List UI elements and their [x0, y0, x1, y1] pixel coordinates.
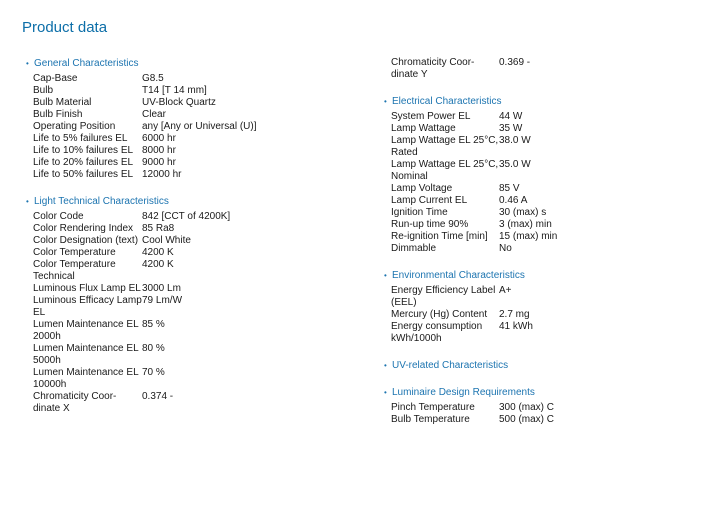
page-title: Product data — [22, 19, 108, 36]
left-column — [26, 57, 356, 429]
spec-row — [26, 247, 356, 259]
spec-label: System Power EL — [391, 111, 471, 122]
spec-value: Cool White — [142, 235, 191, 246]
spec-row — [384, 159, 714, 183]
spec-label: Luminous Efficacy Lamp EL — [33, 295, 142, 318]
section-title: Light Technical Characteristics — [34, 196, 169, 207]
section-heading — [384, 386, 714, 399]
spec-label: Mercury (Hg) Content — [391, 309, 488, 320]
section-title: Environmental Characteristics — [392, 270, 525, 281]
spec-value: 2.7 mg — [499, 309, 530, 320]
section-heading — [26, 195, 356, 208]
spec-row — [384, 111, 714, 123]
spec-value: 15 (max) min — [499, 231, 558, 242]
spec-label: Chromaticity Coor-dinate Y — [391, 57, 475, 80]
spec-row — [384, 243, 714, 255]
spec-value: 41 kWh — [499, 321, 533, 332]
spec-value: 35 W — [499, 123, 523, 134]
spec-row — [384, 195, 714, 207]
spec-label: Life to 20% failures EL — [33, 157, 134, 168]
spec-value: 80 % — [142, 343, 165, 354]
section-light-technical-characteristics — [26, 195, 356, 415]
spec-label: Lamp Wattage EL 25°C, Nominal — [391, 159, 499, 182]
section-continued — [384, 57, 714, 81]
spec-label: Lamp Wattage — [391, 123, 456, 134]
spec-row — [384, 414, 714, 426]
spec-label: Energy Efficiency Label (EEL) — [391, 285, 496, 308]
spec-label: Ignition Time — [391, 207, 448, 218]
spec-label: Bulb — [33, 85, 54, 96]
spec-row — [26, 121, 356, 133]
spec-value: A+ — [499, 285, 512, 296]
spec-value: 4200 K — [142, 247, 174, 258]
section-electrical-characteristics — [384, 95, 714, 255]
section-heading — [384, 359, 714, 372]
spec-label: Color Designation (text) — [33, 235, 139, 246]
section-general-characteristics — [26, 57, 356, 181]
section-environmental-characteristics — [384, 269, 714, 345]
spec-row — [384, 57, 714, 81]
spec-value: 70 % — [142, 367, 165, 378]
section-luminaire-design-requirements — [384, 386, 714, 426]
spec-label: Run-up time 90% — [391, 219, 469, 230]
spec-value: 79 Lm/W — [142, 295, 183, 306]
spec-row — [26, 109, 356, 121]
section-title: Electrical Characteristics — [392, 96, 502, 107]
spec-row — [384, 231, 714, 243]
spec-label: Pinch Temperature — [391, 402, 475, 413]
section-title: Luminaire Design Requirements — [392, 387, 535, 398]
spec-row — [384, 285, 714, 309]
section-title: UV-related Characteristics — [392, 360, 509, 371]
spec-value: 35.0 W — [499, 159, 531, 170]
spec-label: Lamp Voltage — [391, 183, 453, 194]
spec-label: Lumen Maintenance EL 5000h — [33, 343, 139, 366]
spec-label: Color Rendering Index — [33, 223, 134, 234]
spec-row — [26, 235, 356, 247]
spec-row — [384, 309, 714, 321]
spec-label: Life to 50% failures EL — [33, 169, 134, 180]
spec-value: 842 [CCT of 4200K] — [142, 211, 231, 222]
spec-value: 85 V — [499, 183, 520, 194]
bullet-icon: • — [384, 388, 387, 397]
spec-row — [384, 183, 714, 195]
bullet-icon: • — [26, 59, 29, 68]
spec-row — [26, 85, 356, 97]
section-heading — [26, 57, 356, 70]
bullet-icon: • — [26, 197, 29, 206]
spec-label: Luminous Flux Lamp EL — [33, 283, 141, 294]
spec-row — [26, 295, 356, 319]
spec-value: 0.369 - — [499, 57, 531, 68]
spec-row — [26, 211, 356, 223]
spec-label: Lamp Current EL — [391, 195, 468, 206]
spec-row — [26, 97, 356, 109]
spec-value: 0.46 A — [499, 195, 528, 206]
spec-value: any [Any or Universal (U)] — [142, 121, 257, 132]
spec-value: 3 (max) min — [499, 219, 552, 230]
spec-row — [384, 402, 714, 414]
spec-row — [26, 157, 356, 169]
spec-label: Re-ignition Time [min] — [391, 231, 488, 242]
spec-value: 44 W — [499, 111, 523, 122]
section-title: General Characteristics — [34, 58, 139, 69]
spec-value: 300 (max) C — [499, 402, 555, 413]
spec-label: Life to 5% failures EL — [33, 133, 128, 144]
spec-value: 4200 K — [142, 259, 174, 270]
spec-row — [26, 73, 356, 85]
spec-label: Color Code — [33, 211, 84, 222]
spec-row — [384, 135, 714, 159]
spec-value: 6000 hr — [142, 133, 176, 144]
section-uv-related-characteristics — [384, 359, 714, 372]
spec-label: Color Temperature Technical — [33, 259, 116, 282]
spec-row — [26, 367, 356, 391]
spec-label: Lumen Maintenance EL 10000h — [33, 367, 139, 390]
spec-row — [384, 219, 714, 231]
spec-row — [384, 123, 714, 135]
spec-label: Bulb Temperature — [391, 414, 470, 425]
spec-value: 8000 hr — [142, 145, 176, 156]
spec-label: Life to 10% failures EL — [33, 145, 134, 156]
spec-value: T14 [T 14 mm] — [142, 85, 207, 96]
spec-value: 12000 hr — [142, 169, 182, 180]
spec-row — [26, 133, 356, 145]
bullet-icon: • — [384, 97, 387, 106]
spec-row — [26, 169, 356, 181]
spec-value: 85 % — [142, 319, 165, 330]
spec-value: 38.0 W — [499, 135, 531, 146]
spec-label: Dimmable — [391, 243, 437, 254]
spec-label: Bulb Finish — [33, 109, 83, 120]
spec-row — [26, 319, 356, 343]
spec-label: Chromaticity Coor-dinate X — [33, 391, 117, 414]
spec-row — [384, 321, 714, 345]
section-heading — [384, 95, 714, 108]
spec-value: Clear — [142, 109, 166, 120]
spec-row — [384, 207, 714, 219]
spec-value: 85 Ra8 — [142, 223, 175, 234]
spec-value: 0.374 - — [142, 391, 174, 402]
spec-row — [26, 283, 356, 295]
spec-label: Color Temperature — [33, 247, 116, 258]
spec-row — [26, 223, 356, 235]
spec-value: 30 (max) s — [499, 207, 547, 218]
spec-label: Operating Position — [33, 121, 116, 132]
spec-label: Cap-Base — [33, 73, 78, 84]
right-column — [384, 57, 714, 440]
section-heading — [384, 269, 714, 282]
spec-label: Bulb Material — [33, 97, 92, 108]
spec-row — [26, 145, 356, 157]
spec-label: Lumen Maintenance EL 2000h — [33, 319, 139, 342]
spec-value: 3000 Lm — [142, 283, 181, 294]
spec-value: 500 (max) C — [499, 414, 555, 425]
spec-row — [26, 391, 356, 415]
spec-value: UV-Block Quartz — [142, 97, 216, 108]
spec-value: No — [499, 243, 512, 254]
spec-label: Energy consumption kWh/1000h — [391, 321, 483, 344]
spec-row — [26, 259, 356, 283]
bullet-icon: • — [384, 361, 387, 370]
bullet-icon: • — [384, 271, 387, 280]
spec-value: 9000 hr — [142, 157, 176, 168]
spec-row — [26, 343, 356, 367]
spec-value: G8.5 — [142, 73, 164, 84]
spec-label: Lamp Wattage EL 25°C, Rated — [391, 135, 499, 158]
